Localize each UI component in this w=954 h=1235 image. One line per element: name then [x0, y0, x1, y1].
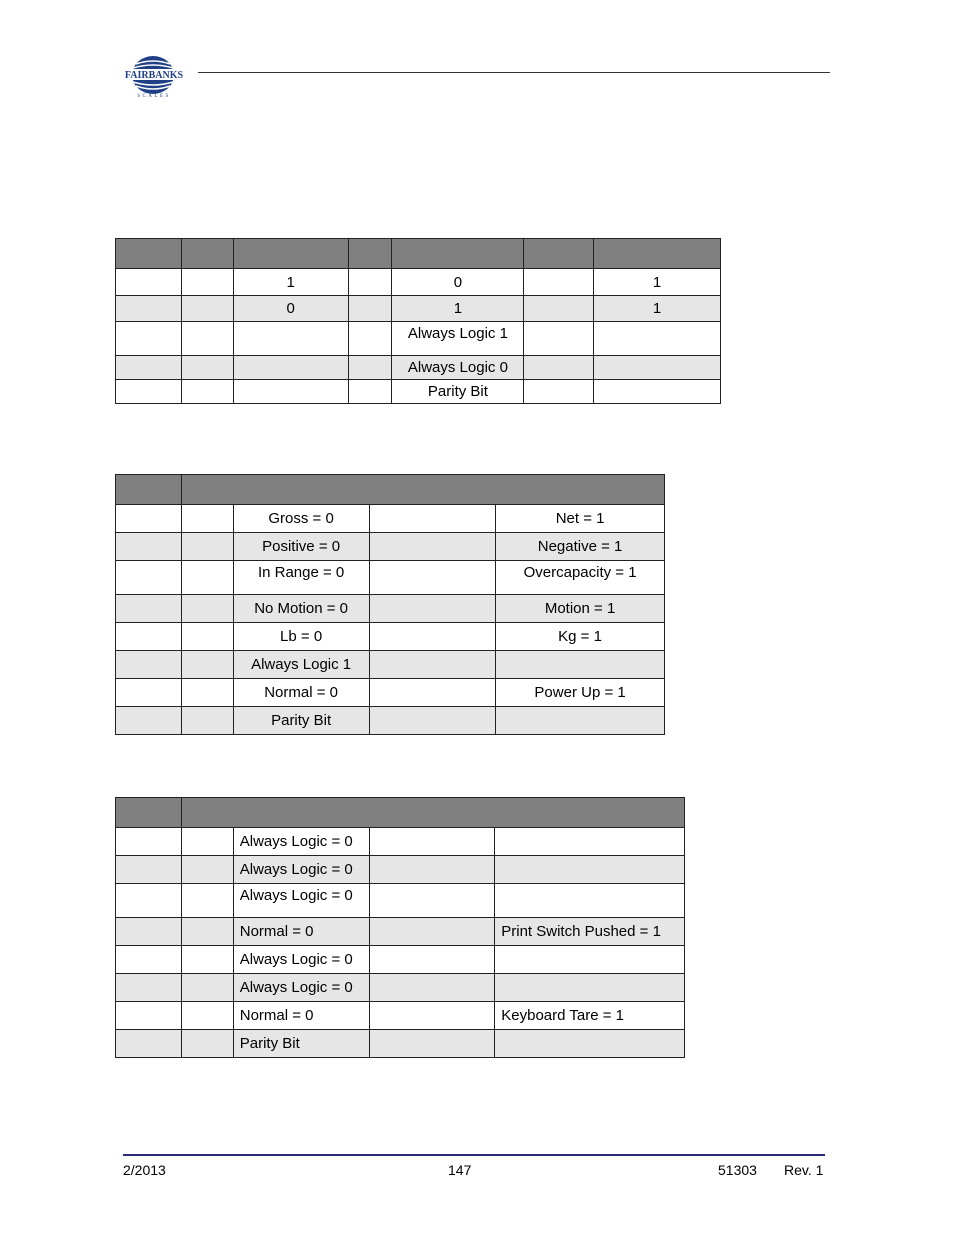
table-cell: [116, 974, 182, 1002]
table-cell: [594, 322, 721, 356]
table-cell: [116, 1030, 182, 1058]
table-row: [116, 380, 721, 404]
table-cell: Always Logic = 0: [233, 856, 369, 884]
table-row: [116, 356, 721, 380]
table-cell: [181, 707, 233, 735]
footer-date: 2/2013: [123, 1162, 166, 1178]
fairbanks-logo: [123, 54, 185, 98]
table-cell: [348, 269, 392, 296]
table-cell: [181, 856, 233, 884]
table-header-row: [116, 798, 685, 828]
table-cell: [116, 918, 182, 946]
table-cell: [495, 856, 685, 884]
table-cell: [181, 595, 233, 623]
table-row: [116, 884, 685, 918]
table-cell: Parity Bit: [233, 707, 369, 735]
table-row: [116, 707, 665, 735]
table-cell: [495, 1030, 685, 1058]
table-cell: [181, 269, 233, 296]
table-cell: [233, 380, 348, 404]
table-cell: [181, 475, 664, 505]
table-cell: Negative = 1: [496, 533, 665, 561]
table-cell: [116, 798, 182, 828]
table-cell: [495, 974, 685, 1002]
table-cell: [116, 356, 182, 380]
table-cell: [369, 505, 496, 533]
table-cell: [116, 269, 182, 296]
table-cell: [348, 239, 392, 269]
table-cell: [116, 296, 182, 322]
table-cell: No Motion = 0: [233, 595, 369, 623]
table-cell: Normal = 0: [233, 918, 369, 946]
table-cell: [181, 946, 233, 974]
table-cell: 0: [233, 296, 348, 322]
table-cell: [369, 679, 496, 707]
table-cell: Always Logic 1: [233, 651, 369, 679]
table-cell: [116, 505, 182, 533]
table-cell: [116, 322, 182, 356]
table-cell: Overcapacity = 1: [496, 561, 665, 595]
table-cell: [369, 856, 495, 884]
table-row: [116, 533, 665, 561]
table-cell: [181, 356, 233, 380]
table-cell: Always Logic = 0: [233, 828, 369, 856]
table-cell: [233, 322, 348, 356]
table-cell: [181, 884, 233, 918]
table-cell: [495, 884, 685, 918]
table-row: [116, 918, 685, 946]
table-row: [116, 595, 665, 623]
table-row: [116, 856, 685, 884]
table-cell: [116, 651, 182, 679]
table-cell: [181, 1002, 233, 1030]
table-row: [116, 1030, 685, 1058]
table-cell: [524, 239, 594, 269]
table-cell: [181, 651, 233, 679]
table-cell: [594, 380, 721, 404]
table-cell: [181, 296, 233, 322]
table-cell: [116, 533, 182, 561]
table-cell: [348, 380, 392, 404]
table-cell: [524, 380, 594, 404]
revision-label: Rev. 1: [784, 1162, 824, 1178]
table-cell: [181, 623, 233, 651]
table-cell: [181, 322, 233, 356]
table-cell: Power Up = 1: [496, 679, 665, 707]
page-number: 147: [448, 1162, 472, 1178]
table-cell: [369, 918, 495, 946]
table-cell: [181, 533, 233, 561]
table-row: [116, 974, 685, 1002]
table-cell: 1: [594, 269, 721, 296]
logo-subtext: SCALES: [137, 94, 171, 98]
table-row: [116, 1002, 685, 1030]
table-cell: [369, 595, 496, 623]
bit-table-3: [115, 797, 685, 1058]
table-cell: [116, 595, 182, 623]
table-cell: [392, 239, 524, 269]
header-rule: [198, 72, 830, 73]
document-number: 51303: [718, 1162, 757, 1178]
table-row: [116, 651, 665, 679]
table-cell: [495, 828, 685, 856]
bit-table-2: [115, 474, 665, 735]
table-cell: [594, 356, 721, 380]
table-cell: Parity Bit: [233, 1030, 369, 1058]
table-cell: [524, 356, 594, 380]
table-cell: 0: [392, 269, 524, 296]
table-cell: [116, 380, 182, 404]
table-cell: [116, 828, 182, 856]
table-cell: [369, 1002, 495, 1030]
table-cell: 1: [233, 269, 348, 296]
table-cell: Positive = 0: [233, 533, 369, 561]
table-cell: [116, 623, 182, 651]
table-cell: [524, 322, 594, 356]
table-cell: [116, 856, 182, 884]
table-cell: Always Logic = 0: [233, 946, 369, 974]
table-row: [116, 322, 721, 356]
table-cell: [369, 623, 496, 651]
table-cell: Motion = 1: [496, 595, 665, 623]
table-cell: Keyboard Tare = 1: [495, 1002, 685, 1030]
table-cell: Lb = 0: [233, 623, 369, 651]
table-cell: Always Logic 1: [392, 322, 524, 356]
table-cell: [369, 884, 495, 918]
table-cell: [116, 239, 182, 269]
table-cell: [369, 828, 495, 856]
table-cell: [524, 296, 594, 322]
table-cell: [233, 239, 348, 269]
table-cell: [348, 322, 392, 356]
table-row: [116, 296, 721, 322]
table-header-row: [116, 475, 665, 505]
table-cell: [369, 533, 496, 561]
bit-table-1: [115, 238, 721, 404]
table-row: [116, 561, 665, 595]
table-cell: [116, 561, 182, 595]
table-cell: [369, 561, 496, 595]
table-cell: [116, 679, 182, 707]
table-row: [116, 828, 685, 856]
table-cell: [181, 505, 233, 533]
table-cell: [181, 918, 233, 946]
table-cell: [181, 1030, 233, 1058]
table-cell: [181, 828, 233, 856]
table-cell: [181, 798, 684, 828]
logo-text: FAIRBANKS: [124, 70, 184, 81]
table-cell: In Range = 0: [233, 561, 369, 595]
table-cell: [116, 884, 182, 918]
table-cell: [348, 296, 392, 322]
table-cell: [116, 946, 182, 974]
table-cell: [369, 1030, 495, 1058]
table-row: [116, 505, 665, 533]
table-cell: [496, 707, 665, 735]
table-cell: Net = 1: [496, 505, 665, 533]
table-cell: [116, 1002, 182, 1030]
table-cell: [181, 679, 233, 707]
table-cell: [369, 707, 496, 735]
table-cell: [181, 239, 233, 269]
table-cell: [116, 707, 182, 735]
table-cell: Kg = 1: [496, 623, 665, 651]
table-cell: [181, 561, 233, 595]
table-cell: [495, 946, 685, 974]
table-cell: [369, 974, 495, 1002]
table-row: [116, 946, 685, 974]
footer-rule: [123, 1154, 825, 1156]
table-header-row: [116, 239, 721, 269]
table-cell: Always Logic = 0: [233, 884, 369, 918]
table-row: [116, 623, 665, 651]
table-cell: [594, 239, 721, 269]
table-cell: [233, 356, 348, 380]
table-cell: [524, 269, 594, 296]
table-cell: Print Switch Pushed = 1: [495, 918, 685, 946]
table-cell: 1: [594, 296, 721, 322]
table-cell: Normal = 0: [233, 679, 369, 707]
table-cell: [369, 651, 496, 679]
table-cell: [348, 356, 392, 380]
table-cell: [116, 475, 182, 505]
table-cell: Always Logic = 0: [233, 974, 369, 1002]
table-cell: Parity Bit: [392, 380, 524, 404]
table-cell: [181, 974, 233, 1002]
table-cell: [181, 380, 233, 404]
table-row: [116, 269, 721, 296]
table-cell: 1: [392, 296, 524, 322]
table-cell: [496, 651, 665, 679]
table-cell: Gross = 0: [233, 505, 369, 533]
table-cell: Normal = 0: [233, 1002, 369, 1030]
table-cell: Always Logic 0: [392, 356, 524, 380]
table-row: [116, 679, 665, 707]
table-cell: [369, 946, 495, 974]
